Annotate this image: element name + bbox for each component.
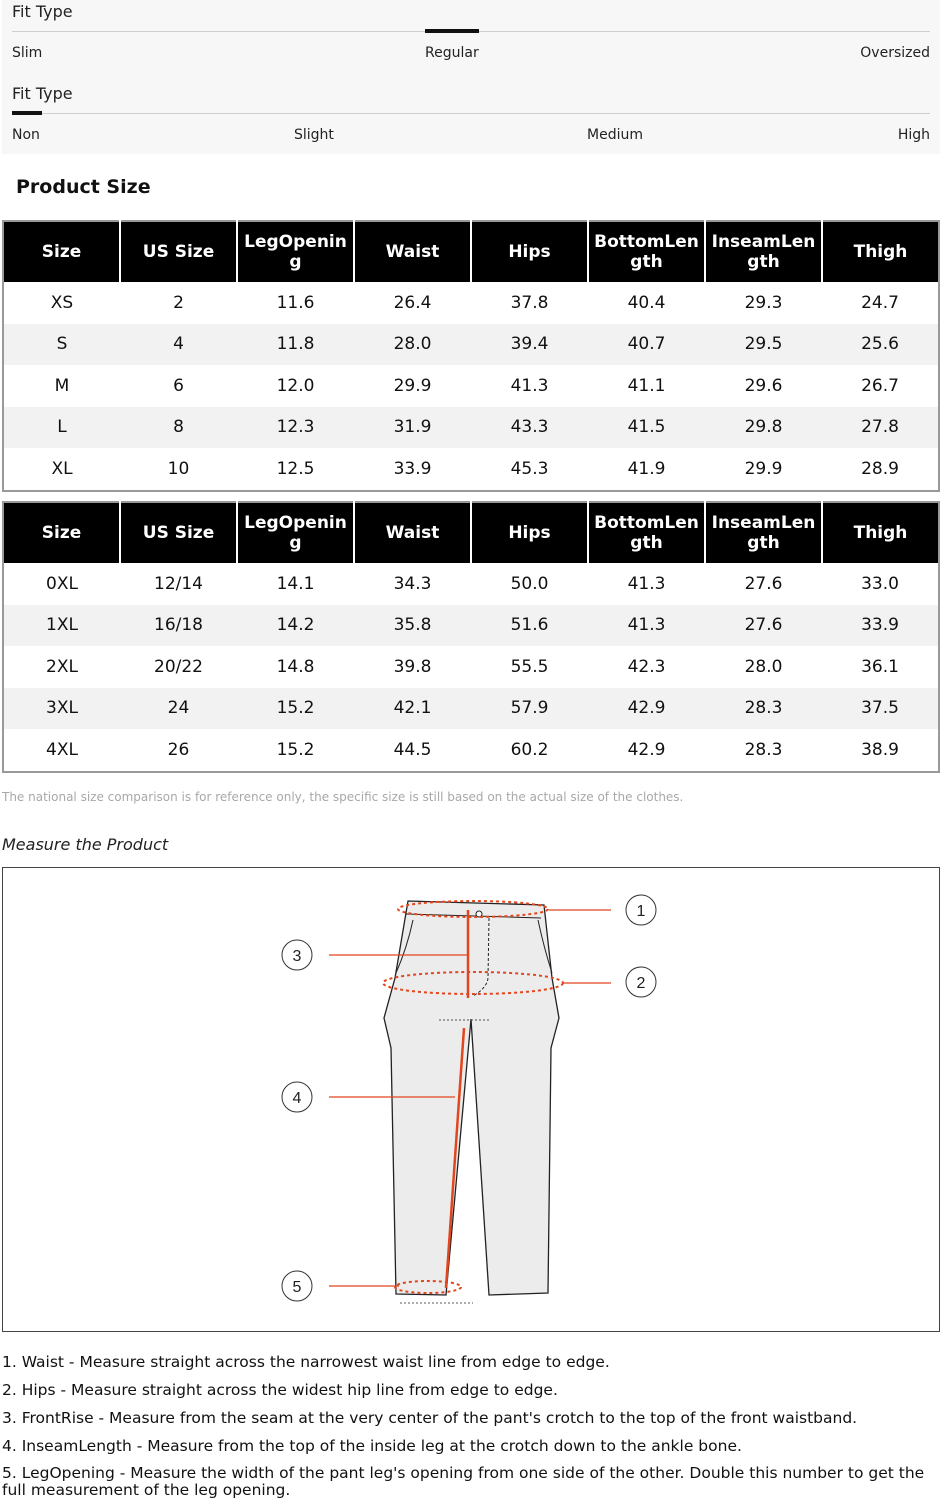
- table-cell: 41.3: [588, 605, 705, 647]
- table-cell: 27.6: [705, 563, 822, 605]
- fit-label-non: Non: [12, 127, 40, 143]
- table-row: [3, 729, 939, 772]
- header-bottom-length: BottomLength: [588, 221, 705, 282]
- table-cell: 28.3: [705, 729, 822, 772]
- table-cell: 29.6: [705, 365, 822, 407]
- fit-label-high: High: [897, 127, 930, 143]
- table-cell: 8: [120, 407, 237, 449]
- measurement-instructions: [2, 1348, 942, 1499]
- table-cell: 41.5: [588, 407, 705, 449]
- table-cell: 4: [120, 324, 237, 366]
- header-leg-opening: LegOpening: [237, 502, 354, 563]
- fit-label-oversized: Oversized: [860, 45, 930, 61]
- table-cell: 24.7: [822, 282, 939, 324]
- table-cell: 41.3: [588, 563, 705, 605]
- table-row: [3, 282, 939, 324]
- table-cell: 28.0: [705, 646, 822, 688]
- table-cell: 29.9: [705, 448, 822, 491]
- header-hips: Hips: [471, 221, 588, 282]
- table-row: [3, 646, 939, 688]
- table-cell: 2XL: [3, 646, 120, 688]
- table-cell: 42.3: [588, 646, 705, 688]
- size-reference-note: The national size comparison is for reference only, the specific size is still based on the actual size of the clothes.: [2, 790, 684, 804]
- fit-type-scale-1: [2, 0, 940, 70]
- table-cell: 12/14: [120, 563, 237, 605]
- callout-4: [282, 1082, 312, 1112]
- table-cell: 1XL: [3, 605, 120, 647]
- table-cell: 3XL: [3, 688, 120, 730]
- size-table-plus: [2, 501, 940, 773]
- table-cell: 41.3: [471, 365, 588, 407]
- header-size: Size: [3, 221, 120, 282]
- table-row: [3, 563, 939, 605]
- table-cell: 15.2: [237, 729, 354, 772]
- measure-title: Measure the Product: [2, 835, 169, 854]
- header-hips: Hips: [471, 502, 588, 563]
- instruction-front-rise: 3. FrontRise - Measure from the seam at the very center of the pant's crotch to the top of the front waistband.: [2, 1409, 858, 1427]
- table-cell: 14.2: [237, 605, 354, 647]
- table-cell: 10: [120, 448, 237, 491]
- header-bottom-length: BottomLength: [588, 502, 705, 563]
- instruction-inseam-length: 4. InseamLength - Measure from the top of the inside leg at the crotch down to the ankle bone.: [2, 1437, 742, 1455]
- table-cell: 20/22: [120, 646, 237, 688]
- table-cell: 12.0: [237, 365, 354, 407]
- callout-2: [626, 967, 656, 997]
- table-cell: 26: [120, 729, 237, 772]
- fit-selected-marker: [425, 29, 479, 33]
- table-cell: 16/18: [120, 605, 237, 647]
- table-cell: 33.0: [822, 563, 939, 605]
- table-cell: 29.3: [705, 282, 822, 324]
- callout-3-label: 3: [292, 948, 302, 965]
- table-cell: 51.6: [471, 605, 588, 647]
- fit-label-medium: Medium: [587, 127, 643, 143]
- table-cell: 40.4: [588, 282, 705, 324]
- table-cell: 14.1: [237, 563, 354, 605]
- table-header-row: [3, 221, 939, 282]
- table-row: [3, 407, 939, 449]
- header-us-size: US Size: [120, 221, 237, 282]
- fit-label-slim: Slim: [12, 45, 43, 61]
- table-cell: 25.6: [822, 324, 939, 366]
- callout-2-label: 2: [636, 975, 646, 992]
- measurement-diagram: [2, 867, 940, 1332]
- table-cell: 37.8: [471, 282, 588, 324]
- header-inseam-length: InseamLength: [705, 502, 822, 563]
- table-cell: 35.8: [354, 605, 471, 647]
- header-waist: Waist: [354, 502, 471, 563]
- table-cell: 38.9: [822, 729, 939, 772]
- table-cell: 11.6: [237, 282, 354, 324]
- table-cell: 14.8: [237, 646, 354, 688]
- table-cell: 60.2: [471, 729, 588, 772]
- table-cell: 37.5: [822, 688, 939, 730]
- table-cell: 42.1: [354, 688, 471, 730]
- header-size: Size: [3, 502, 120, 563]
- table-cell: 41.1: [588, 365, 705, 407]
- table-cell: 26.7: [822, 365, 939, 407]
- table-row: [3, 605, 939, 647]
- table-cell: 27.6: [705, 605, 822, 647]
- table-cell: 33.9: [354, 448, 471, 491]
- instruction-leg-opening: 5. LegOpening - Measure the width of the pant leg's opening from one side of the other. Double this number to get the full measurement of the leg opening.: [2, 1464, 925, 1499]
- table-cell: 57.9: [471, 688, 588, 730]
- table-cell: 45.3: [471, 448, 588, 491]
- table-cell: 29.9: [354, 365, 471, 407]
- table-row: [3, 324, 939, 366]
- fit-label-regular: Regular: [425, 45, 479, 61]
- table-cell: 11.8: [237, 324, 354, 366]
- header-inseam-length: InseamLength: [705, 221, 822, 282]
- callout-3: [282, 940, 312, 970]
- table-cell: 28.9: [822, 448, 939, 491]
- table-row: [3, 688, 939, 730]
- fit-scale-track: [12, 113, 930, 114]
- fit-type-title: Fit Type: [12, 84, 73, 103]
- header-thigh: Thigh: [822, 221, 939, 282]
- table-cell: 6: [120, 365, 237, 407]
- table-cell: 26.4: [354, 282, 471, 324]
- table-cell: 2: [120, 282, 237, 324]
- table-cell: XS: [3, 282, 120, 324]
- table-cell: 39.4: [471, 324, 588, 366]
- pants-diagram: [3, 868, 939, 1331]
- header-waist: Waist: [354, 221, 471, 282]
- table-cell: 4XL: [3, 729, 120, 772]
- table-cell: XL: [3, 448, 120, 491]
- fit-selected-marker: [12, 111, 42, 115]
- table-cell: 50.0: [471, 563, 588, 605]
- product-size-title: Product Size: [16, 176, 151, 198]
- table-cell: 12.5: [237, 448, 354, 491]
- callout-5: [282, 1271, 312, 1301]
- table-cell: 39.8: [354, 646, 471, 688]
- table-cell: 15.2: [237, 688, 354, 730]
- table-cell: 24: [120, 688, 237, 730]
- table-cell: 28.0: [354, 324, 471, 366]
- table-cell: 43.3: [471, 407, 588, 449]
- pants-outline: [384, 901, 559, 1295]
- table-header-row: [3, 502, 939, 563]
- header-leg-opening: LegOpening: [237, 221, 354, 282]
- callout-5-label: 5: [292, 1279, 302, 1296]
- table-cell: 28.3: [705, 688, 822, 730]
- table-cell: 55.5: [471, 646, 588, 688]
- callout-4-label: 4: [292, 1090, 302, 1107]
- table-cell: 36.1: [822, 646, 939, 688]
- table-cell: 42.9: [588, 729, 705, 772]
- instruction-hips: 2. Hips - Measure straight across the widest hip line from edge to edge.: [2, 1381, 558, 1399]
- table-cell: L: [3, 407, 120, 449]
- table-row: [3, 365, 939, 407]
- table-cell: 27.8: [822, 407, 939, 449]
- fit-type-title: Fit Type: [12, 2, 73, 21]
- table-cell: S: [3, 324, 120, 366]
- table-cell: 33.9: [822, 605, 939, 647]
- table-cell: 12.3: [237, 407, 354, 449]
- table-cell: 34.3: [354, 563, 471, 605]
- table-row: [3, 448, 939, 491]
- table-cell: M: [3, 365, 120, 407]
- table-cell: 40.7: [588, 324, 705, 366]
- table-cell: 29.5: [705, 324, 822, 366]
- header-us-size: US Size: [120, 502, 237, 563]
- instruction-waist: 1. Waist - Measure straight across the narrowest waist line from edge to edge.: [2, 1353, 610, 1371]
- table-cell: 41.9: [588, 448, 705, 491]
- fit-type-scale-2: [2, 70, 940, 154]
- callout-1-label: 1: [636, 903, 646, 920]
- header-thigh: Thigh: [822, 502, 939, 563]
- fit-label-slight: Slight: [294, 127, 334, 143]
- table-cell: 0XL: [3, 563, 120, 605]
- table-cell: 44.5: [354, 729, 471, 772]
- table-cell: 42.9: [588, 688, 705, 730]
- table-cell: 31.9: [354, 407, 471, 449]
- size-table-regular: [2, 220, 940, 492]
- callout-1: [626, 895, 656, 925]
- table-cell: 29.8: [705, 407, 822, 449]
